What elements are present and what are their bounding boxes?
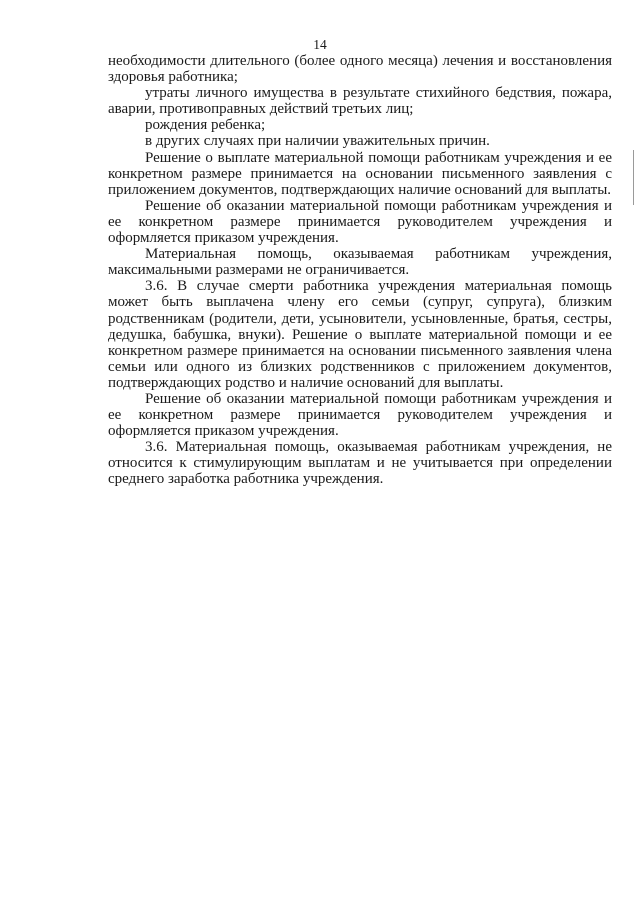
paragraph-approval-order: Решение об оказании материальной помощи работникам учреждения и ее конкретном размере принимается руководителем учреждения и оформляется приказом учреждения. — [108, 197, 612, 247]
paragraph-death-of-employee: 3.6. В случае смерти работника учреждения материальная помощь может быть выплачена члену его семьи (супруг, супруга), близким родственникам (родители, дети, усыновители, усыновленные, братья, сестры, дедушка, бабушка, внуки). Решение о выплате материальной помощи и ее конкретном размере принимается на основании письменного заявления члена семьи или одного из близких родственников с приложением документов, подтверждающих родство и наличие оснований для выплаты. — [108, 278, 612, 391]
page-number: 14 — [313, 37, 327, 52]
paragraph-not-incentive: 3.6. Материальная помощь, оказываемая работникам учреждения, не относится к стимулирующим выплатам и не учитывается при определении среднего заработка работника учреждения. — [108, 439, 612, 488]
paragraph-approval-order-2: Решение об оказании материальной помощи работникам учреждения и ее конкретном размере принимается руководителем учреждения и оформляется приказом учреждения. — [108, 390, 612, 440]
paragraph-child-birth: рождения ребенка; — [145, 117, 266, 134]
paragraph-long-treatment: необходимости длительного (более одного месяца) лечения и восстановления здоровья работника; — [108, 53, 612, 86]
scan-edge-mark — [633, 150, 634, 205]
paragraph-property-loss: утраты личного имущества в результате стихийного бедствия, пожара, аварии, противоправных действий третьих лиц; — [108, 85, 612, 118]
paragraph-payment-decision: Решение о выплате материальной помощи работникам учреждения и ее конкретном размере принимается на основании письменного заявления с приложением документов, подтверждающих наличие оснований для выплаты. — [108, 149, 612, 198]
paragraph-other-cases: в других случаях при наличии уважительных причин. — [145, 133, 490, 150]
document-body — [108, 53, 612, 488]
paragraph-no-max-limit: Материальная помощь, оказываемая работникам учреждения, максимальными размерами не ограничивается. — [108, 246, 612, 279]
